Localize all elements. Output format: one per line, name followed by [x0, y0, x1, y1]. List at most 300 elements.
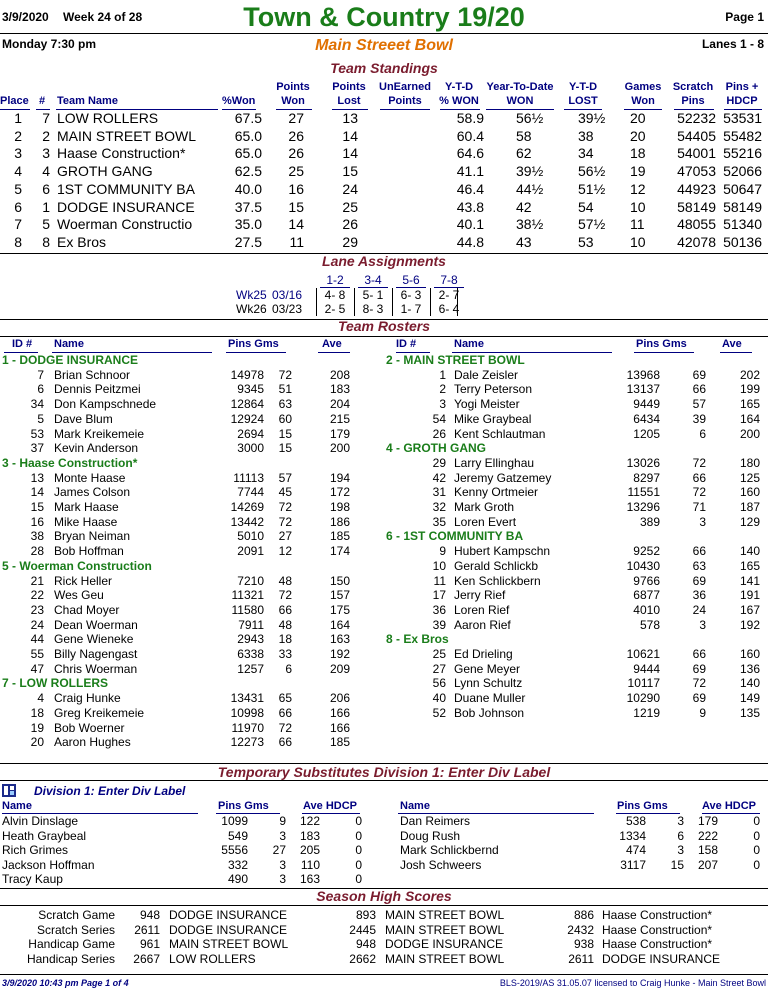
lanes-title: Lane Assignments: [322, 253, 446, 269]
player-games: 57: [692, 397, 706, 412]
standings-points-won: 16: [288, 180, 304, 197]
roster-row: [0, 588, 768, 602]
roster-team-name: 5 - Woerman Construction: [2, 558, 152, 573]
sub-pins: 5556: [221, 843, 248, 858]
player-id: 19: [30, 720, 44, 735]
player-id: 24: [30, 617, 44, 632]
standings-ytd-won: 39½: [516, 163, 544, 180]
player-id: 39: [432, 617, 446, 632]
standings-team-name: Ex Bros: [57, 233, 107, 250]
player-pins: 10621: [626, 647, 660, 661]
standings-ytd-lost: 57½: [578, 216, 606, 233]
player-average: 192: [329, 647, 350, 661]
player-average: 202: [739, 367, 760, 382]
sub-games: 27: [272, 843, 286, 858]
player-pins: 1205: [633, 426, 660, 441]
roster-row: [0, 662, 768, 676]
player-pins: 11321: [231, 588, 264, 603]
player-average: 125: [739, 470, 760, 485]
high-team-3: Haase Construction*: [602, 937, 713, 952]
standings-place: 5: [14, 180, 22, 197]
player-name: Billy Nagengast: [54, 647, 138, 661]
player-games: 27: [278, 529, 292, 544]
player-average: 200: [739, 426, 760, 441]
player-games: 66: [692, 647, 706, 661]
standings-row: [0, 199, 768, 216]
player-pins: 11970: [231, 720, 264, 735]
player-average: 141: [739, 573, 760, 588]
standings-pct-won: 65.0: [234, 145, 262, 162]
player-games: 24: [692, 602, 706, 617]
subs-header-left: [0, 800, 384, 814]
standings-row: [0, 145, 768, 162]
roster-col-pins-gms: Pins Gms: [228, 338, 279, 350]
lane-pairing: 5- 1: [362, 288, 384, 302]
player-name: Larry Ellinghau: [454, 455, 535, 470]
standings-ytd-won: 56½: [516, 110, 544, 126]
standings-points-won: 11: [289, 233, 304, 250]
col-hdcp-1: Pins +: [725, 81, 759, 93]
player-id: 40: [432, 691, 446, 706]
standings-points-won: 26: [288, 145, 304, 162]
season-high-row: [0, 937, 768, 951]
standings-ytd-lost: 56½: [578, 163, 606, 180]
standings-place: 8: [14, 233, 22, 250]
standings-header: [0, 81, 768, 109]
col-ytd-won-2: WON: [506, 95, 534, 107]
roster-row: [0, 397, 768, 411]
roster-row: [0, 471, 768, 485]
standings-games-won: 10: [630, 198, 646, 215]
player-average: 163: [329, 632, 350, 647]
sub-pins: 1099: [221, 814, 248, 828]
roster-row: [0, 500, 768, 514]
high-score-1: 2667: [133, 952, 160, 967]
player-name: Loren Rief: [454, 602, 510, 617]
player-pins: 13431: [230, 691, 264, 706]
player-games: 72: [692, 485, 706, 500]
player-name: Bob Woerner: [54, 720, 125, 735]
player-games: 72: [278, 720, 292, 735]
lane-pairing: 8- 3: [362, 302, 384, 316]
player-pins: 12864: [230, 397, 264, 412]
player-name: Don Kampschnede: [54, 397, 157, 412]
roster-col-ave: Ave: [322, 338, 342, 350]
standings-ytd-pct: 41.1: [456, 163, 484, 180]
standings-ytd-lost: 38: [578, 127, 594, 144]
player-games: 6: [285, 661, 292, 676]
roster-col-id: ID #: [12, 338, 33, 350]
standings-points-lost: 24: [342, 180, 358, 197]
sub-handicap: 0: [753, 843, 760, 858]
standings-games-won: 10: [630, 233, 646, 250]
player-average: 175: [329, 602, 350, 617]
sub-average: 110: [300, 857, 320, 872]
roster-col-ave: Ave: [722, 338, 742, 350]
roster-row: [0, 441, 768, 455]
season-high-row: [0, 952, 768, 966]
roster-col-pins-gms: Pins Gms: [636, 338, 687, 350]
sub-average: 207: [697, 857, 718, 872]
standings-ytd-lost: 34: [578, 145, 594, 162]
player-average: 185: [329, 529, 350, 544]
player-pins: 11580: [231, 602, 264, 617]
sub-games: 9: [279, 814, 286, 828]
player-average: 180: [739, 455, 760, 470]
player-id: 53: [30, 426, 44, 441]
player-average: 186: [329, 514, 350, 529]
player-id: 47: [30, 661, 44, 676]
player-pins: 13442: [230, 514, 264, 529]
player-games: 69: [692, 661, 706, 676]
roster-row: [0, 632, 768, 646]
high-score-3: 2432: [567, 922, 594, 937]
sub-average: 122: [299, 814, 320, 828]
standings-ytd-pct: 58.9: [456, 110, 484, 126]
col-ytd-pct-1: Y-T-D: [444, 81, 474, 93]
high-team-1: DODGE INSURANCE: [169, 908, 288, 922]
high-score-2: 2445: [349, 922, 376, 937]
player-name: Mark Haase: [54, 500, 119, 514]
lane-date: 03/23: [272, 302, 303, 316]
sub-handicap: 0: [355, 843, 362, 858]
player-id: 38: [30, 529, 44, 544]
lane-date: 03/16: [272, 288, 303, 302]
sub-average: 163: [299, 872, 320, 887]
player-pins: 9444: [633, 661, 660, 676]
standings-hdcp-pins: 51340: [723, 216, 762, 233]
standings-team-num: 7: [42, 110, 50, 126]
col-scratch-2: Pins: [681, 95, 705, 107]
standings-pct-won: 27.5: [234, 233, 262, 250]
roster-row: [0, 676, 768, 690]
report-week: Week 24 of 28: [63, 10, 143, 24]
player-pins: 13968: [626, 367, 660, 382]
standings-scratch-pins: 52232: [677, 110, 716, 126]
player-name: Gene Wieneke: [54, 632, 134, 647]
standings-games-won: 18: [630, 145, 646, 162]
player-games: 36: [692, 588, 706, 603]
standings-place: 2: [14, 127, 22, 144]
player-id: 20: [30, 735, 44, 750]
player-average: 167: [739, 602, 760, 617]
player-pins: 7210: [237, 573, 264, 588]
player-pins: 6338: [237, 647, 264, 661]
player-games: 3: [699, 514, 706, 529]
player-average: 200: [329, 441, 350, 456]
footer-license: BLS-2019/AS 31.05.07 licensed to Craig Hunke - Main Street Bowl: [499, 978, 766, 988]
sub-handicap: 0: [355, 872, 362, 887]
lane-pair-header: 3-4: [364, 273, 382, 287]
player-games: 48: [278, 617, 292, 632]
high-team-3: Haase Construction*: [602, 922, 713, 937]
player-pins: 2091: [237, 544, 264, 559]
player-name: Terry Peterson: [454, 382, 533, 397]
player-name: Aaron Hughes: [54, 735, 131, 750]
lanes-range: Lanes 1 - 8: [701, 37, 764, 51]
standings-hdcp-pins: 58149: [723, 198, 762, 215]
player-id: 6: [37, 382, 44, 397]
roster-team-name: 1 - DODGE INSURANCE: [2, 353, 139, 367]
player-games: 33: [278, 647, 292, 661]
player-id: 4: [37, 691, 44, 706]
player-pins: 578: [639, 617, 660, 632]
lane-pair-header: 7-8: [440, 273, 458, 287]
standings-games-won: 19: [630, 163, 646, 180]
player-games: 12: [278, 544, 292, 559]
player-id: 26: [432, 426, 446, 441]
roster-row: [0, 735, 768, 749]
lane-pairing: 4- 8: [324, 288, 346, 302]
standings-hdcp-pins: 50136: [723, 233, 762, 250]
col-ytd-won-1: Year-To-Date: [486, 81, 554, 93]
col-ytd-pct-2: % WON: [439, 95, 479, 107]
standings-hdcp-pins: 53531: [723, 110, 762, 126]
high-team-3: DODGE INSURANCE: [602, 952, 721, 967]
player-games: 66: [692, 382, 706, 397]
subs-col-pins-gms: Pins Gms: [617, 800, 668, 812]
lane-pairing: 2- 5: [324, 302, 346, 316]
standings-scratch-pins: 54405: [677, 127, 716, 144]
player-pins: 2694: [237, 426, 264, 441]
col-unearned-1: UnEarned: [379, 81, 431, 93]
roster-row: [0, 456, 768, 470]
player-average: 187: [739, 500, 760, 514]
subs-header-right: [384, 800, 768, 814]
player-average: 183: [329, 382, 350, 397]
standings-games-won: 20: [630, 110, 646, 126]
player-name: James Colson: [54, 485, 131, 500]
player-name: Dennis Peitzmei: [54, 382, 141, 397]
player-games: 72: [692, 676, 706, 691]
player-average: 136: [739, 661, 760, 676]
player-average: 164: [739, 411, 760, 426]
col-ytd-lost-1: Y-T-D: [568, 81, 598, 93]
sub-name: Josh Schweers: [400, 857, 482, 872]
player-id: 55: [30, 647, 44, 661]
player-name: Mark Groth: [454, 500, 515, 514]
sub-name: Mark Schlickbernd: [400, 843, 499, 858]
player-games: 66: [278, 705, 292, 720]
player-average: 150: [329, 573, 350, 588]
standings-team-num: 3: [42, 145, 50, 162]
lane-week: Wk26: [236, 302, 267, 316]
sub-handicap: 0: [753, 828, 760, 843]
player-name: Ed Drieling: [454, 647, 513, 661]
roster-row: [0, 706, 768, 720]
roster-col-id: ID #: [396, 338, 417, 350]
sub-pins: 3117: [620, 857, 646, 872]
player-games: 69: [692, 691, 706, 706]
sub-pins: 474: [625, 843, 646, 858]
player-games: 66: [692, 544, 706, 559]
col-pts-won-1: Points: [276, 81, 310, 93]
season-high-row: [0, 908, 768, 922]
high-team-2: MAIN STREET BOWL: [385, 908, 505, 922]
standings-title: Team Standings: [330, 60, 438, 76]
standings-points-lost: 14: [342, 145, 358, 162]
player-average: 140: [739, 544, 760, 559]
player-games: 71: [692, 500, 706, 514]
col-unearned-2: Points: [388, 95, 422, 107]
player-name: Mark Kreikemeie: [54, 426, 145, 441]
standings-ytd-pct: 43.8: [456, 198, 484, 215]
player-pins: 10290: [626, 691, 660, 706]
standings-place: 6: [14, 198, 22, 215]
player-name: Greg Kreikemeie: [54, 705, 145, 720]
high-score-2: 2662: [349, 952, 376, 967]
player-id: 56: [432, 676, 446, 691]
player-average: 208: [329, 367, 350, 382]
standings-ytd-pct: 46.4: [456, 180, 484, 197]
player-average: 149: [739, 691, 760, 706]
standings-ytd-lost: 51½: [578, 180, 606, 197]
player-pins: 9252: [633, 544, 660, 559]
league-title: Town & Country 19/20: [243, 2, 525, 32]
standings-pct-won: 62.5: [234, 163, 262, 180]
player-pins: 7744: [237, 485, 264, 500]
high-category: Handicap Game: [28, 937, 115, 952]
standings-row: [0, 234, 768, 251]
col-pts-won-2: Won: [281, 95, 305, 107]
col-ytd-lost-2: LOST: [568, 95, 598, 107]
roster-row: [0, 544, 768, 558]
standings-row: [0, 110, 768, 127]
player-name: Rick Heller: [54, 573, 113, 588]
lane-pairing: 6- 3: [400, 288, 422, 302]
standings-pct-won: 67.5: [234, 110, 262, 126]
standings-team-name: MAIN STREET BOWL: [57, 127, 196, 144]
standings-team-name: Woerman Constructio: [57, 216, 193, 233]
player-name: Duane Muller: [454, 691, 526, 706]
roster-row: [0, 427, 768, 441]
standings-points-lost: 15: [342, 163, 358, 180]
subs-title: Temporary Substitutes Division 1: Enter Div Label: [217, 764, 551, 780]
high-score-1: 948: [139, 908, 160, 922]
sub-average: 205: [299, 843, 320, 858]
player-name: Gerald Schlickb: [454, 558, 539, 573]
standings-scratch-pins: 42078: [677, 233, 716, 250]
player-games: 18: [278, 632, 292, 647]
player-name: Bob Johnson: [454, 705, 525, 720]
sub-name: Jackson Hoffman: [2, 857, 95, 872]
standings-ytd-lost: 39½: [578, 110, 606, 126]
subs-col-name: Name: [400, 800, 430, 812]
col-num: #: [39, 95, 46, 107]
footer-timestamp: 3/9/2020 10:43 pm Page 1 of 4: [2, 978, 129, 988]
sub-name: Tracy Kaup: [2, 872, 63, 887]
roster-row: [0, 382, 768, 396]
standings-points-won: 25: [288, 163, 304, 180]
standings-games-won: 12: [630, 180, 646, 197]
player-id: 15: [30, 500, 44, 514]
player-name: Bob Hoffman: [54, 544, 124, 559]
sub-games: 6: [677, 828, 684, 843]
player-name: Dave Blum: [54, 411, 113, 426]
high-team-1: LOW ROLLERS: [169, 952, 256, 967]
player-pins: 13137: [626, 382, 660, 397]
sub-name: Alvin Dinslage: [2, 814, 79, 828]
player-average: 194: [329, 470, 350, 485]
player-id: 44: [30, 632, 44, 647]
player-average: 215: [329, 411, 350, 426]
player-id: 13: [30, 470, 44, 485]
col-pts-lost-2: Lost: [337, 95, 361, 107]
standings-scratch-pins: 58149: [677, 198, 716, 215]
high-team-2: MAIN STREET BOWL: [385, 952, 505, 967]
lane-pairing: 2- 7: [438, 288, 460, 302]
player-games: 72: [278, 500, 292, 514]
standings-hdcp-pins: 55216: [723, 145, 762, 162]
player-id: 9: [439, 544, 446, 559]
roster-row: [0, 618, 768, 632]
player-pins: 7911: [238, 617, 264, 632]
player-average: 192: [739, 617, 760, 632]
standings-team-num: 8: [42, 233, 50, 250]
player-pins: 14978: [230, 367, 264, 382]
standings-points-won: 26: [288, 127, 304, 144]
player-average: 179: [329, 426, 350, 441]
bowling-center: Main Streeet Bowl: [315, 37, 453, 54]
roster-team-name: 6 - 1ST COMMUNITY BA: [386, 529, 524, 544]
standings-scratch-pins: 44923: [677, 180, 716, 197]
roster-row: [0, 691, 768, 705]
player-games: 63: [692, 558, 706, 573]
player-name: Brian Schnoor: [54, 367, 131, 382]
player-games: 15: [278, 441, 292, 456]
rosters-title: Team Rosters: [337, 318, 431, 334]
player-pins: 10430: [626, 558, 660, 573]
roster-team-name: 3 - Haase Construction*: [2, 455, 138, 470]
player-games: 51: [278, 382, 292, 397]
sub-handicap: 0: [355, 814, 362, 828]
standings-scratch-pins: 54001: [677, 145, 716, 162]
player-id: 17: [432, 588, 446, 603]
subs-col-name: Name: [2, 800, 32, 812]
player-name: Monte Haase: [54, 470, 126, 485]
player-id: 32: [432, 500, 446, 514]
standings-points-lost: 25: [342, 198, 358, 215]
player-name: Dale Zeisler: [454, 367, 519, 382]
player-average: 157: [329, 588, 350, 603]
standings-team-name: Haase Construction*: [57, 145, 186, 162]
high-team-2: DODGE INSURANCE: [385, 937, 504, 952]
standings-scratch-pins: 48055: [677, 216, 716, 233]
sub-games: 3: [279, 857, 286, 872]
lane-pairing: 1- 7: [400, 302, 422, 316]
player-id: 1: [439, 367, 446, 382]
player-id: 37: [30, 441, 44, 456]
player-average: 165: [739, 397, 760, 412]
standings-pct-won: 40.0: [234, 180, 262, 197]
player-name: Jerry Rief: [454, 588, 506, 603]
sub-name: Rich Grimes: [2, 843, 69, 858]
col-team: Team Name: [57, 95, 118, 107]
col-pts-lost-1: Points: [332, 81, 366, 93]
page-number: Page 1: [725, 10, 764, 24]
player-id: 36: [432, 602, 446, 617]
standings-ytd-lost: 54: [578, 198, 594, 215]
player-id: 2: [439, 382, 446, 397]
standings-row: [0, 216, 768, 233]
standings-team-name: GROTH GANG: [57, 163, 153, 180]
player-id: 14: [30, 485, 44, 500]
division-icon: [2, 784, 16, 797]
player-name: Chris Woerman: [54, 661, 138, 676]
standings-games-won: 11: [630, 216, 645, 233]
roster-row: [0, 412, 768, 426]
standings-ytd-pct: 40.1: [456, 216, 484, 233]
